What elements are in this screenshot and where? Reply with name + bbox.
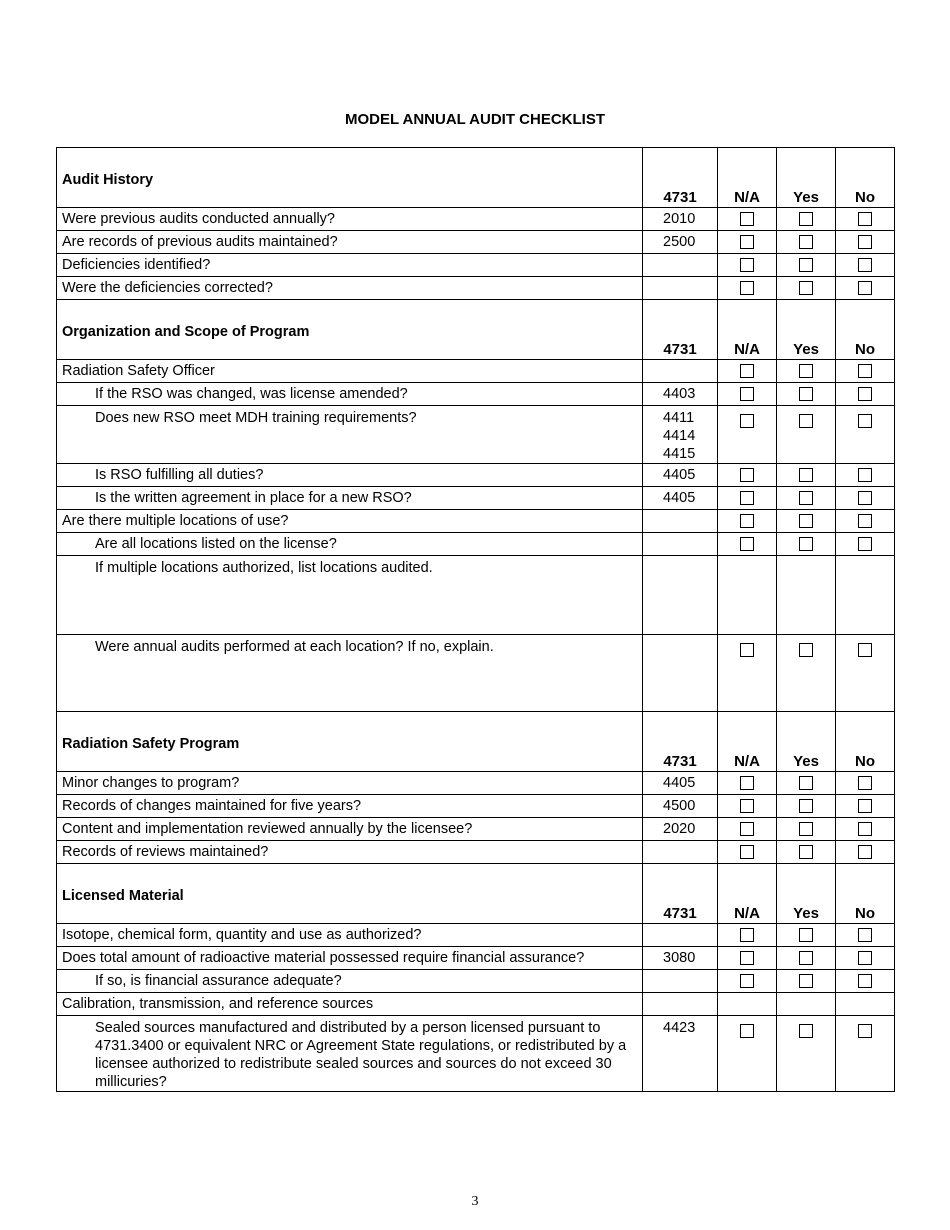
no-column-header: No [836, 300, 895, 360]
empty-cell [777, 556, 836, 635]
yes-checkbox[interactable] [799, 974, 813, 988]
no-checkbox[interactable] [858, 387, 872, 401]
question-text: Content and implementation reviewed annually by the licensee? [57, 818, 643, 841]
question-text: Is RSO fulfilling all duties? [57, 464, 643, 487]
question-text: Were the deficiencies corrected? [57, 277, 643, 300]
question-text: Deficiencies identified? [57, 254, 643, 277]
ref-column-header: 4731 [643, 712, 718, 772]
checklist-row [57, 1016, 895, 1092]
empty-cell [836, 556, 895, 635]
no-column-header: No [836, 864, 895, 924]
checklist-row [57, 487, 895, 510]
checklist-row [57, 947, 895, 970]
yes-checkbox[interactable] [799, 258, 813, 272]
no-checkbox[interactable] [858, 281, 872, 295]
na-checkbox[interactable] [740, 258, 754, 272]
na-checkbox[interactable] [740, 974, 754, 988]
yes-checkbox[interactable] [799, 951, 813, 965]
no-checkbox[interactable] [858, 776, 872, 790]
yes-checkbox[interactable] [799, 212, 813, 226]
checklist-row [57, 406, 895, 464]
yes-checkbox[interactable] [799, 1024, 813, 1038]
checklist-row [57, 208, 895, 231]
na-checkbox[interactable] [740, 822, 754, 836]
checklist-row [57, 970, 895, 993]
no-checkbox[interactable] [858, 643, 872, 657]
checklist-row [57, 464, 895, 487]
no-checkbox[interactable] [858, 491, 872, 505]
rule-reference-line: 4414 [663, 428, 696, 444]
no-checkbox[interactable] [858, 414, 872, 428]
no-checkbox[interactable] [858, 212, 872, 226]
rule-reference [643, 406, 718, 464]
yes-column-header: Yes [777, 864, 836, 924]
no-checkbox[interactable] [858, 364, 872, 378]
na-checkbox[interactable] [740, 212, 754, 226]
yes-checkbox[interactable] [799, 491, 813, 505]
question-text: Are there multiple locations of use? [57, 510, 643, 533]
audit-checklist-table [56, 147, 895, 1092]
yes-checkbox[interactable] [799, 414, 813, 428]
ref-column-header: 4731 [643, 864, 718, 924]
yes-column-header: Yes [777, 712, 836, 772]
rule-reference: 4423 [643, 1016, 718, 1092]
rule-reference: 4405 [643, 487, 718, 510]
na-checkbox[interactable] [740, 928, 754, 942]
empty-cell [718, 556, 777, 635]
yes-checkbox[interactable] [799, 799, 813, 813]
rule-reference: 3080 [643, 947, 718, 970]
section-header-radiation-safety-program [57, 712, 895, 772]
na-column-header: N/A [718, 712, 777, 772]
rule-reference [643, 556, 718, 635]
question-text: Are records of previous audits maintained? [57, 231, 643, 254]
rule-reference [643, 841, 718, 864]
section-title: Audit History [57, 148, 643, 208]
checklist-row [57, 254, 895, 277]
section-title: Organization and Scope of Program [57, 300, 643, 360]
no-checkbox[interactable] [858, 468, 872, 482]
yes-checkbox[interactable] [799, 643, 813, 657]
rule-reference: 4405 [643, 772, 718, 795]
checklist-row [57, 772, 895, 795]
no-checkbox[interactable] [858, 974, 872, 988]
question-text: Were annual audits performed at each location? If no, explain. [57, 635, 643, 712]
question-text: Records of changes maintained for five years? [57, 795, 643, 818]
rule-reference [643, 970, 718, 993]
no-checkbox[interactable] [858, 514, 872, 528]
no-checkbox[interactable] [858, 951, 872, 965]
no-checkbox[interactable] [858, 258, 872, 272]
yes-checkbox[interactable] [799, 822, 813, 836]
rule-reference: 4405 [643, 464, 718, 487]
rule-reference: 2500 [643, 231, 718, 254]
question-text: If multiple locations authorized, list locations audited. [57, 556, 643, 635]
yes-checkbox[interactable] [799, 364, 813, 378]
question-text: Sealed sources manufactured and distributed by a person licensed pursuant to 4731.3400 or equivalent NRC or Agreement State regulations, or redistributed by a licensee authorized to redistribute sealed sources and sources do not exceed 30 millicuries? [57, 1016, 643, 1092]
no-checkbox[interactable] [858, 537, 872, 551]
na-checkbox[interactable] [740, 514, 754, 528]
checklist-row [57, 231, 895, 254]
no-checkbox[interactable] [858, 845, 872, 859]
rule-reference-line: 4411 [663, 410, 695, 426]
question-text: Radiation Safety Officer [57, 360, 643, 383]
rule-reference [643, 635, 718, 712]
document-title: MODEL ANNUAL AUDIT CHECKLIST [345, 111, 605, 128]
section-header-organization-scope [57, 300, 895, 360]
no-checkbox[interactable] [858, 928, 872, 942]
question-text: Minor changes to program? [57, 772, 643, 795]
ref-column-header: 4731 [643, 148, 718, 208]
yes-checkbox[interactable] [799, 514, 813, 528]
no-checkbox[interactable] [858, 235, 872, 249]
yes-checkbox[interactable] [799, 387, 813, 401]
rule-reference: 4403 [643, 383, 718, 406]
question-text: Calibration, transmission, and reference sources [57, 993, 643, 1016]
section-header-licensed-material [57, 864, 895, 924]
section-title: Radiation Safety Program [57, 712, 643, 772]
yes-checkbox[interactable] [799, 928, 813, 942]
checklist-row [57, 635, 895, 712]
na-column-header: N/A [718, 864, 777, 924]
yes-column-header: Yes [777, 300, 836, 360]
rule-reference-line: 4415 [663, 446, 696, 462]
yes-checkbox[interactable] [799, 537, 813, 551]
question-text: If the RSO was changed, was license amended? [57, 383, 643, 406]
question-text: Were previous audits conducted annually? [57, 208, 643, 231]
checklist-row [57, 277, 895, 300]
question-text: Is the written agreement in place for a new RSO? [57, 487, 643, 510]
question-text: Does total amount of radioactive material possessed require financial assurance? [57, 947, 643, 970]
checklist-row [57, 818, 895, 841]
rule-reference [643, 924, 718, 947]
rule-reference [643, 360, 718, 383]
question-text: If so, is financial assurance adequate? [57, 970, 643, 993]
na-checkbox[interactable] [740, 414, 754, 428]
na-checkbox[interactable] [740, 537, 754, 551]
rule-reference [643, 533, 718, 556]
rule-reference: 2010 [643, 208, 718, 231]
checklist-row [57, 383, 895, 406]
rule-reference [643, 993, 718, 1016]
question-text: Does new RSO meet MDH training requirements? [57, 406, 643, 464]
na-checkbox[interactable] [740, 799, 754, 813]
yes-checkbox[interactable] [799, 235, 813, 249]
question-text: Are all locations listed on the license? [57, 533, 643, 556]
na-checkbox[interactable] [740, 776, 754, 790]
no-checkbox[interactable] [858, 822, 872, 836]
question-text: Isotope, chemical form, quantity and use as authorized? [57, 924, 643, 947]
question-text: Records of reviews maintained? [57, 841, 643, 864]
rule-reference: 2020 [643, 818, 718, 841]
rule-reference [643, 510, 718, 533]
na-column-header: N/A [718, 300, 777, 360]
checklist-row [57, 556, 895, 635]
yes-checkbox[interactable] [799, 281, 813, 295]
empty-cell [836, 993, 895, 1016]
checklist-row [57, 924, 895, 947]
section-title: Licensed Material [57, 864, 643, 924]
yes-checkbox[interactable] [799, 468, 813, 482]
na-column-header: N/A [718, 148, 777, 208]
na-checkbox[interactable] [740, 951, 754, 965]
rule-reference [643, 277, 718, 300]
no-column-header: No [836, 148, 895, 208]
no-checkbox[interactable] [858, 1024, 872, 1038]
na-checkbox[interactable] [740, 491, 754, 505]
section-header-audit-history [57, 148, 895, 208]
empty-cell [718, 993, 777, 1016]
na-checkbox[interactable] [740, 387, 754, 401]
na-checkbox[interactable] [740, 235, 754, 249]
na-checkbox[interactable] [740, 1024, 754, 1038]
ref-column-header: 4731 [643, 300, 718, 360]
empty-cell [777, 993, 836, 1016]
na-checkbox[interactable] [740, 364, 754, 378]
checklist-row [57, 993, 895, 1016]
checklist-row [57, 795, 895, 818]
na-checkbox[interactable] [740, 281, 754, 295]
na-checkbox[interactable] [740, 643, 754, 657]
yes-checkbox[interactable] [799, 845, 813, 859]
rule-reference: 4500 [643, 795, 718, 818]
yes-column-header: Yes [777, 148, 836, 208]
page-number: 3 [471, 1194, 479, 1209]
no-column-header: No [836, 712, 895, 772]
rule-reference [643, 254, 718, 277]
checklist-row [57, 360, 895, 383]
yes-checkbox[interactable] [799, 776, 813, 790]
checklist-row [57, 510, 895, 533]
checklist-row [57, 841, 895, 864]
no-checkbox[interactable] [858, 799, 872, 813]
na-checkbox[interactable] [740, 845, 754, 859]
checklist-row [57, 533, 895, 556]
na-checkbox[interactable] [740, 468, 754, 482]
